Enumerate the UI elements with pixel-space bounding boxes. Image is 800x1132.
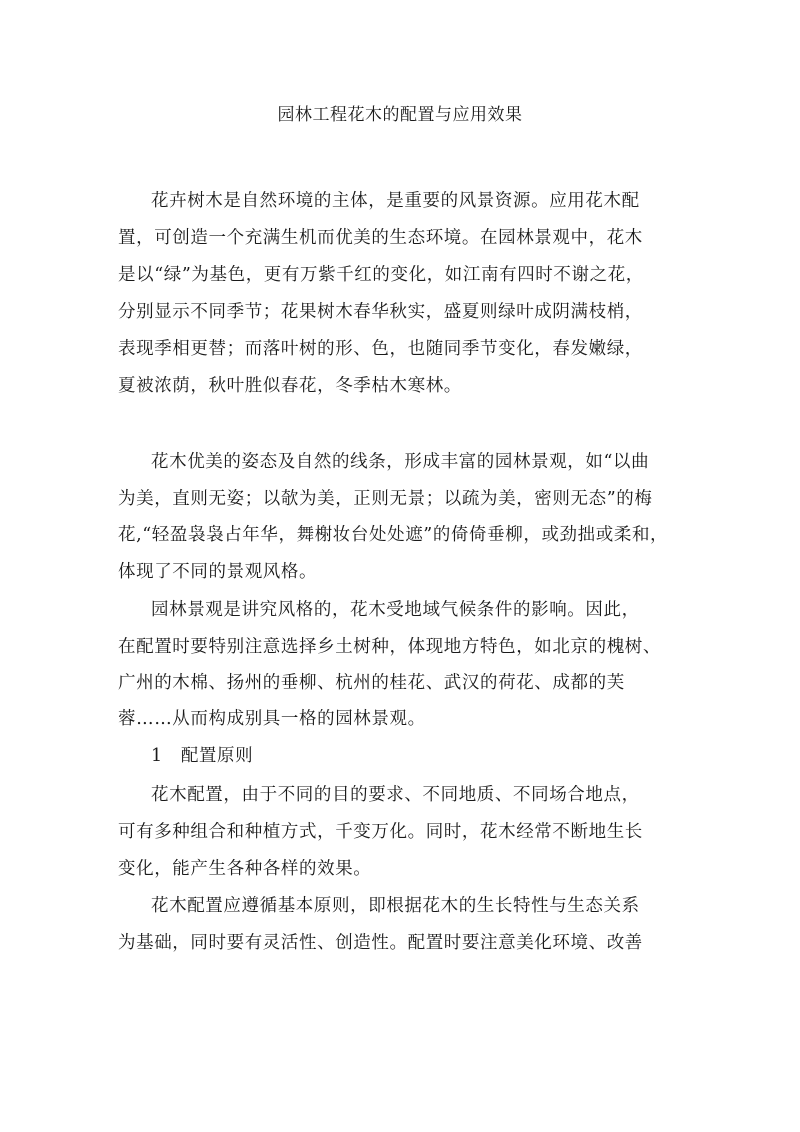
paragraph-line: 可有多种组合和种植方式，千变万化。同时，花木经常不断地生长 <box>118 822 643 842</box>
paragraph-line: 是以“绿”为基色，更有万紫千红的变化，如江南有四时不谢之花， <box>118 265 644 285</box>
section-heading: 1 配置原则 <box>151 746 254 766</box>
paragraph-line: 分别显示不同季节；花果树木春华秋实，盛夏则绿叶成阴满枝梢， <box>118 302 643 322</box>
paragraph-line: 表现季相更替；而落叶树的形、色，也随同季节变化，春发嫩绿， <box>118 339 643 359</box>
paragraph-line: 为美，直则无姿；以欹为美，正则无景；以疏为美，密则无态”的梅 <box>118 489 653 509</box>
document-title: 园林工程花木的配置与应用效果 <box>277 105 523 125</box>
paragraph-line: 花木配置，由于不同的目的要求、不同地质、不同场合地点， <box>151 785 640 805</box>
paragraph-line: 体现了不同的景观风格。 <box>118 562 318 582</box>
paragraph-line: 蓉……从而构成别具一格的园林景观。 <box>118 709 426 729</box>
paragraph-line: 广州的木棉、扬州的垂柳、杭州的桂花、武汉的荷花、成都的芙 <box>118 673 625 693</box>
paragraph-line: 花木优美的姿态及自然的线条，形成丰富的园林景观，如“以曲 <box>151 452 650 472</box>
paragraph-line: 花,“轻盈袅袅占年华，舞榭妆台处处遮”的倚倚垂柳，或劲拙或柔和， <box>118 525 669 545</box>
paragraph-line: 为基础，同时要有灵活性、创造性。配置时要注意美化环境、改善 <box>118 933 643 953</box>
paragraph-line: 花卉树木是自然环境的主体，是重要的风景资源。应用花木配 <box>151 191 640 211</box>
paragraph-line: 夏被浓荫，秋叶胜似春花，冬季枯木寒林。 <box>118 376 462 396</box>
paragraph-line: 置，可创造一个充满生机而优美的生态环境。在园林景观中，花木 <box>118 228 643 248</box>
paragraph-line: 花木配置应遵循基本原则，即根据花木的生长特性与生态关系 <box>151 896 640 916</box>
paragraph-line: 变化，能产生各种各样的效果。 <box>118 859 372 879</box>
paragraph-line: 在配置时要特别注意选择乡土树种，体现地方特色，如北京的槐树、 <box>118 637 661 657</box>
paragraph-line: 园林景观是讲究风格的，花木受地域气候条件的影响。因此， <box>151 600 640 620</box>
